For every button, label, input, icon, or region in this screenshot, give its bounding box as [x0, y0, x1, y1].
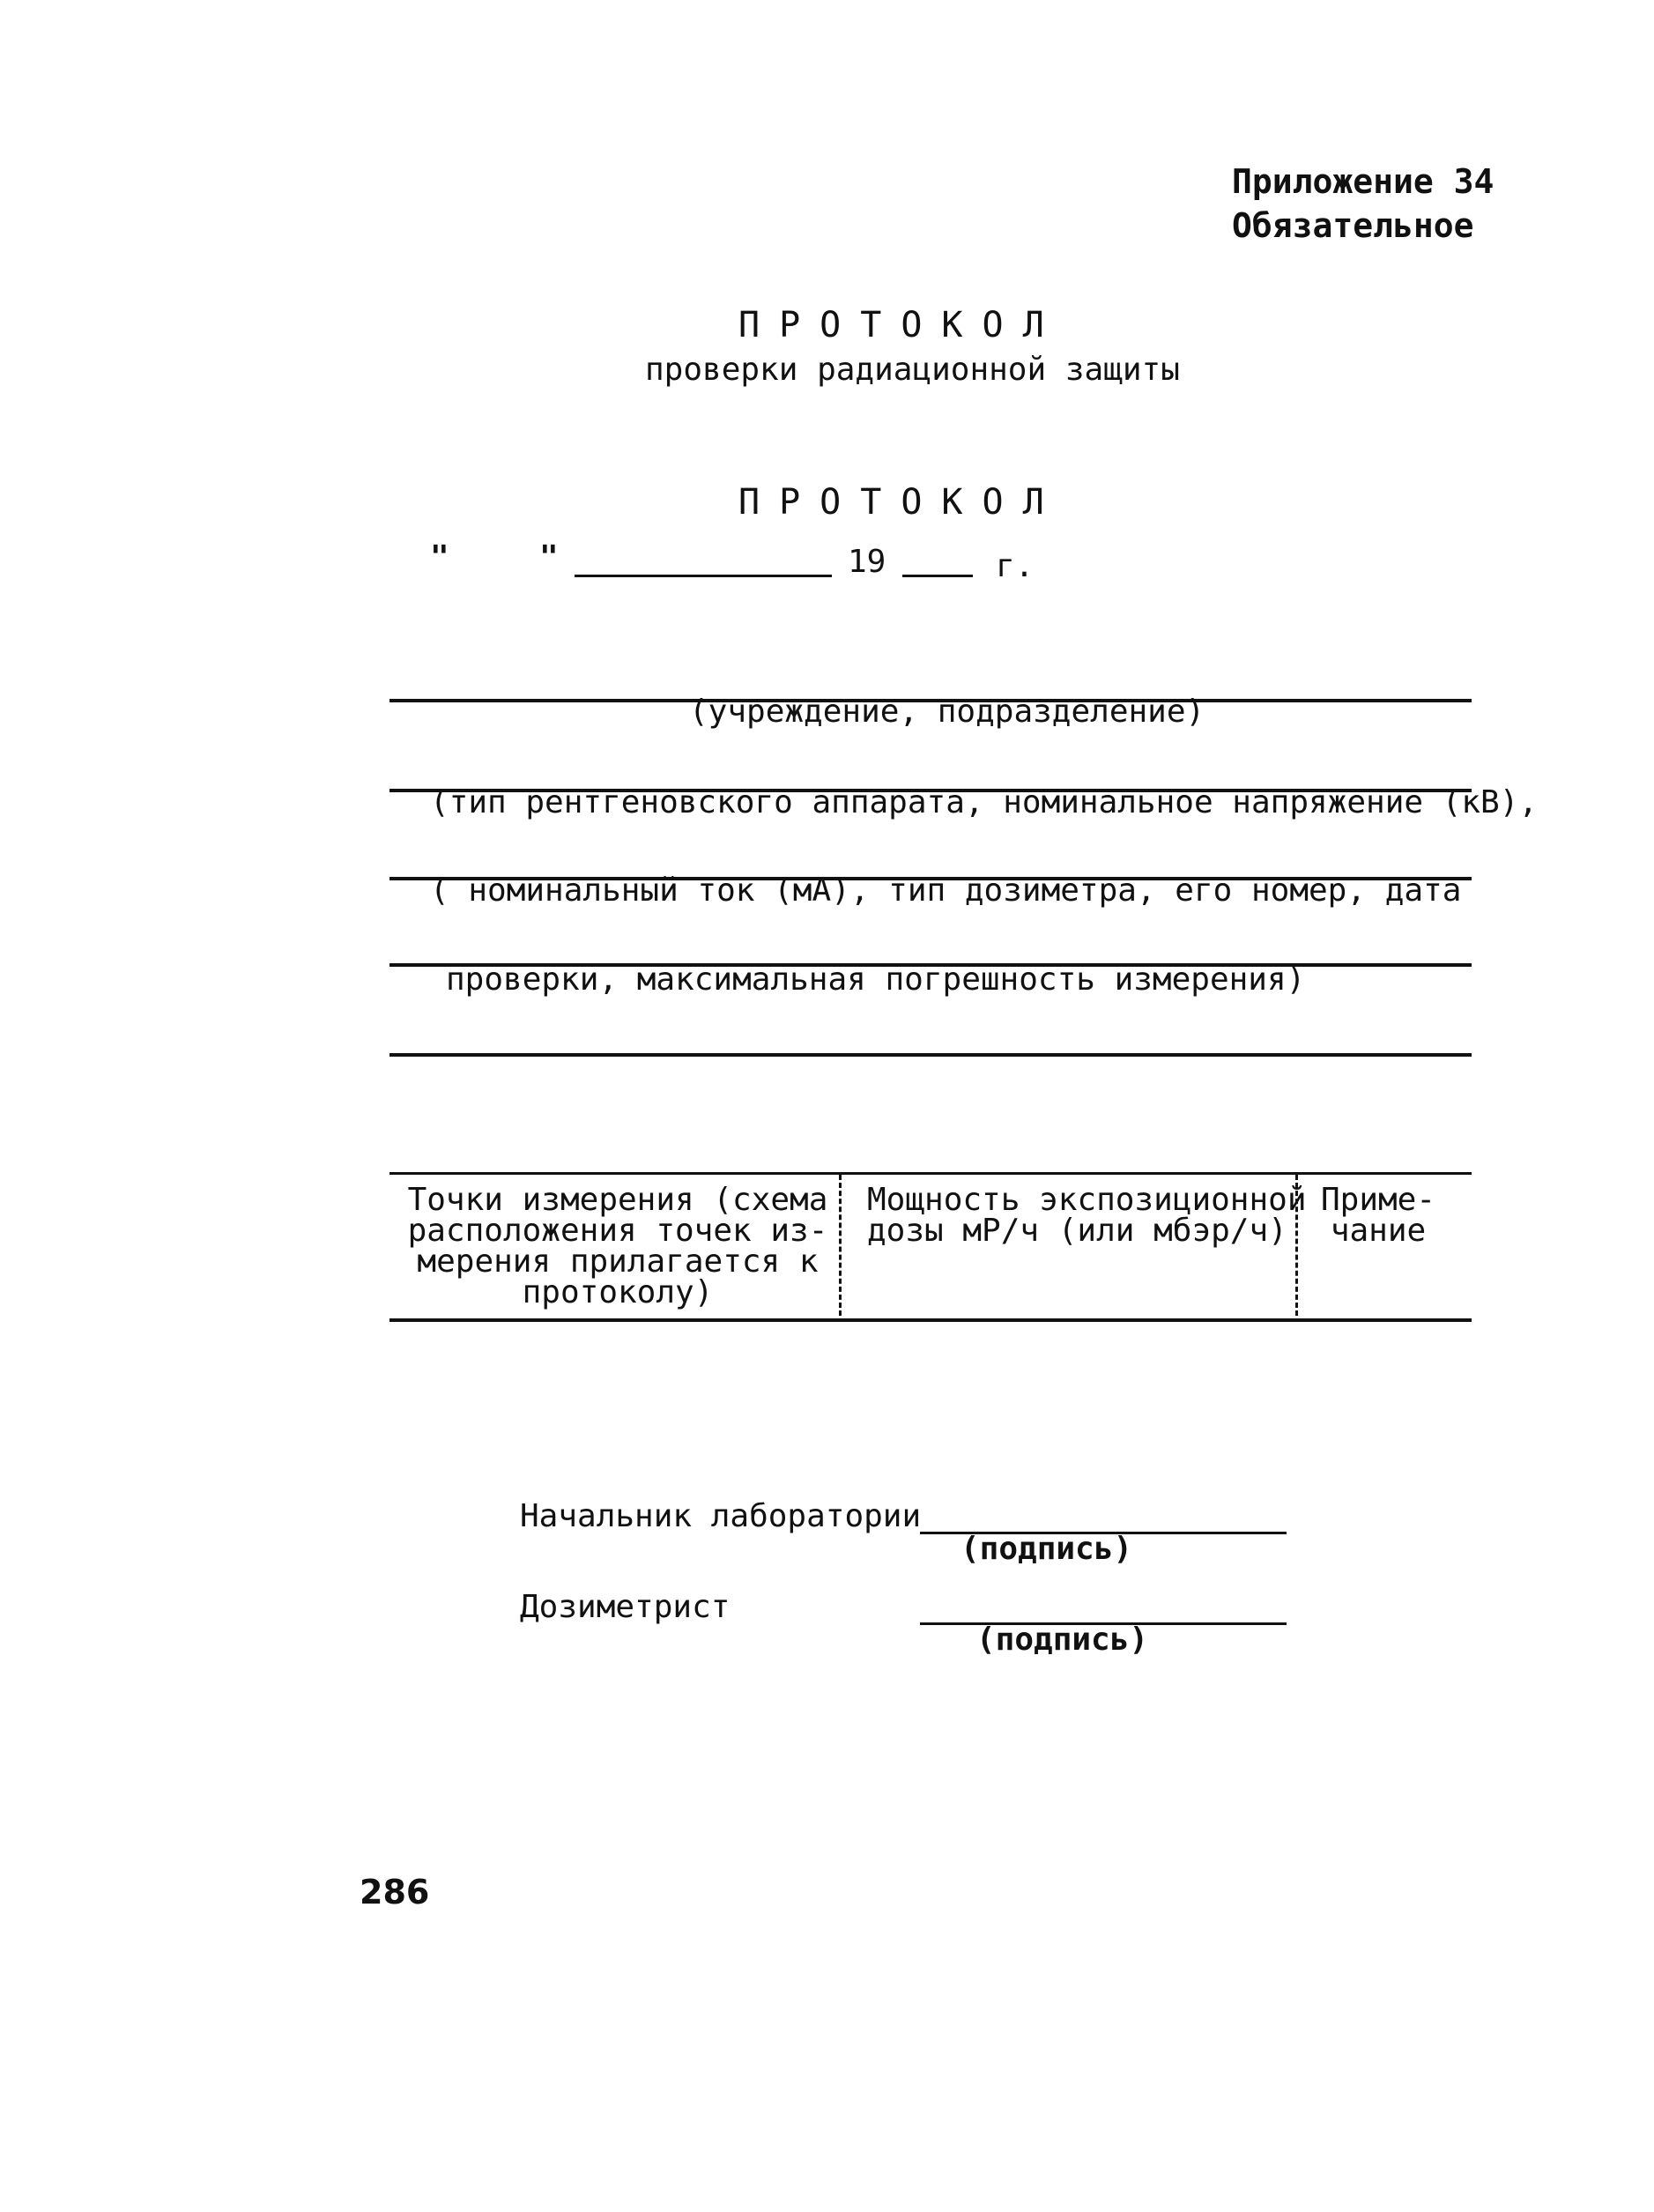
page-number: 286: [360, 1873, 430, 1911]
verification-hint: проверки, максимальная погрешность измерения): [446, 961, 1306, 998]
current-hint: ( номинальный ток (мА), тип дозиметра, его номер, дата: [430, 872, 1462, 909]
institution-hint: (учреждение, подразделение): [689, 694, 1205, 730]
table-top-rule: [389, 1172, 1472, 1175]
apparatus-hint: (тип рентгеновского аппарата, номинальное напряжение (кВ),: [430, 784, 1539, 820]
document-subtitle: [645, 354, 1180, 386]
table-bottom-rule: [389, 1318, 1472, 1322]
head-of-lab-signature-hint: (подпись): [961, 1531, 1133, 1567]
appendix-label: Приложение 34: [1232, 162, 1495, 201]
date-quote-open: ": [430, 539, 449, 575]
table-header-dose-rate: Мощность экспозиционной дозы мР/ч (или мбэр/ч): [867, 1182, 1307, 1249]
appendix-status: Обязательное: [1232, 206, 1474, 245]
document-title: ПРОТОКОЛ: [738, 305, 1064, 345]
table-header-note: Приме- чание: [1320, 1182, 1436, 1249]
date-year-prefix: 19: [848, 544, 886, 580]
document-subtitle-text: проверки радиационной защиты: [645, 352, 1180, 388]
protocol-heading: ПРОТОКОЛ: [738, 482, 1064, 523]
table-column-divider-1: [839, 1175, 842, 1316]
dosimetrist-label: Дозиметрист: [520, 1589, 731, 1625]
date-quote-close: ": [539, 539, 559, 575]
extra-line[interactable]: [389, 1053, 1472, 1057]
date-year-suffix: г.: [996, 548, 1035, 584]
table-header-points: Точки измерения (схема расположения точек из- мерения прилагается к протоколу): [407, 1182, 828, 1310]
head-of-lab-label: Начальник лаборатории: [520, 1498, 922, 1534]
dosimetrist-signature-hint: (подпись): [976, 1622, 1149, 1658]
date-month-line[interactable]: [575, 575, 832, 577]
date-year-line[interactable]: [902, 575, 973, 577]
